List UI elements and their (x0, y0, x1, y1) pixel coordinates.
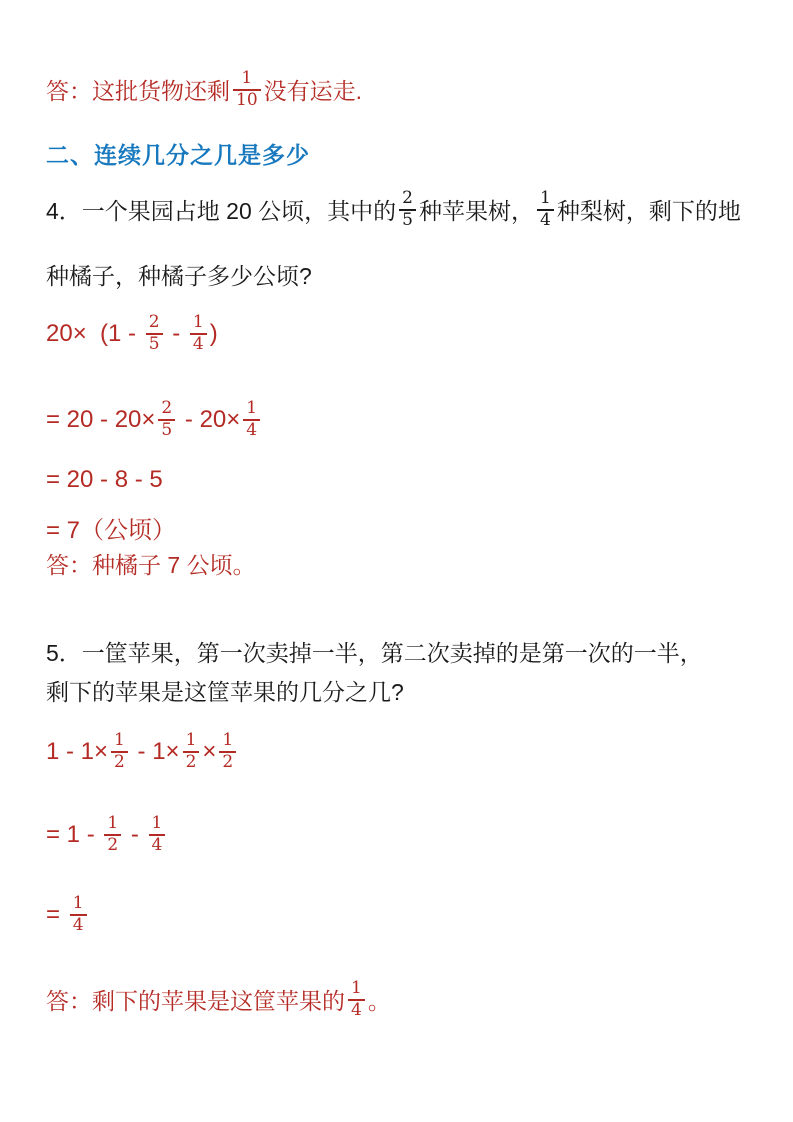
fraction-denominator: 4 (537, 209, 554, 231)
text-segment: 。 (367, 988, 391, 1015)
text-segment: = 20 - 8 - 5 (46, 466, 163, 493)
q3-answer-line (46, 69, 362, 110)
fraction-1-2 (104, 814, 121, 855)
text-segment: ) (209, 319, 218, 347)
fraction-numerator: 1 (151, 813, 163, 833)
text-segment: × (202, 737, 217, 765)
text-segment: 答：剩下的苹果是这筐苹果的 (46, 988, 345, 1015)
fraction-numerator: 1 (241, 68, 253, 88)
fraction-numerator: 1 (114, 730, 125, 750)
text-segment: 没有运走. (263, 78, 363, 105)
fraction-denominator: 5 (146, 333, 163, 355)
q5-solution-step1 (46, 731, 239, 772)
q5-solution-step2 (46, 814, 168, 855)
q5-answer-line (46, 979, 391, 1020)
q4-solution-step3 (46, 466, 163, 494)
fraction-numerator: 1 (72, 893, 84, 913)
fraction-numerator: 2 (161, 398, 173, 418)
q4-solution-step4 (46, 510, 176, 545)
fraction-denominator: 5 (158, 419, 175, 441)
fraction-numerator: 2 (148, 312, 160, 332)
fraction-2-5 (146, 313, 163, 354)
q4-stem-line2 (46, 258, 312, 291)
fraction-denominator: 2 (111, 751, 128, 773)
text-segment: - (124, 820, 146, 848)
fraction-denominator: 4 (190, 333, 207, 355)
section-heading (46, 137, 310, 170)
fraction-1-2 (183, 731, 200, 772)
fraction-1-4 (348, 979, 365, 1020)
fraction-numerator: 1 (185, 730, 197, 750)
fraction-denominator: 4 (348, 999, 365, 1021)
q4-answer-line (46, 547, 256, 580)
q5-solution-step3 (46, 894, 90, 935)
fraction-numerator: 2 (402, 188, 413, 208)
text-segment: 4．一个果园占地 20 公顷，其中的 (46, 198, 397, 225)
fraction-1-2 (219, 731, 236, 772)
text-segment: - 20× (178, 405, 241, 433)
fraction-numerator: 1 (539, 188, 551, 208)
text-segment: 1 - 1× (46, 737, 109, 765)
text-segment: 剩下的苹果是这筐苹果的几分之几? (46, 679, 404, 705)
fraction-1-4 (149, 814, 166, 855)
text-segment: = 1 - (46, 820, 102, 848)
text-segment: = (46, 900, 67, 928)
fraction-denominator: 2 (104, 834, 121, 856)
text-segment: 5．一筐苹果，第一次卖掉一半，第二次卖掉的是第一次的一半， (46, 640, 703, 666)
fraction-denominator: 2 (183, 751, 200, 773)
fraction-denominator: 2 (219, 751, 236, 773)
fraction-denominator: 5 (399, 209, 416, 231)
q5-stem-line1 (46, 635, 703, 668)
text-segment: = 7（公顷） (46, 517, 177, 544)
fraction-1-4 (70, 894, 87, 935)
q4-solution-step1 (46, 313, 218, 354)
fraction-1-2 (111, 731, 128, 772)
fraction-2-5 (399, 189, 416, 230)
section-heading-text: 二、连续几分之几是多少 (46, 142, 310, 168)
fraction-numerator: 1 (222, 730, 234, 750)
q4-solution-step2 (46, 399, 263, 440)
q4-stem-line1 (46, 189, 741, 230)
fraction-1-10 (233, 69, 261, 110)
text-segment: 种苹果树， (418, 198, 534, 225)
fraction-numerator: 1 (246, 398, 258, 418)
text-segment: 种梨树，剩下的地 (556, 198, 741, 225)
text-segment: - (165, 319, 187, 347)
text-segment: 种橘子，种橘子多少公顷? (46, 263, 312, 289)
fraction-denominator: 10 (233, 89, 261, 111)
fraction-1-4 (537, 189, 554, 230)
q5-stem-line2 (46, 674, 404, 707)
fraction-1-4 (190, 313, 207, 354)
fraction-denominator: 4 (70, 914, 87, 936)
fraction-2-5 (158, 399, 175, 440)
text-segment: = 20 - 20× (46, 405, 156, 433)
fraction-numerator: 1 (107, 813, 119, 833)
fraction-denominator: 4 (243, 419, 260, 441)
fraction-1-4 (243, 399, 260, 440)
fraction-numerator: 1 (351, 978, 362, 998)
text-segment: 答：种橘子 7 公顷。 (46, 552, 256, 578)
fraction-numerator: 1 (192, 312, 204, 332)
fraction-denominator: 4 (149, 834, 166, 856)
text-segment: 20× (1 - (46, 319, 143, 347)
text-segment: - 1× (130, 737, 180, 765)
text-segment: 答：这批货物还剩 (46, 78, 230, 105)
